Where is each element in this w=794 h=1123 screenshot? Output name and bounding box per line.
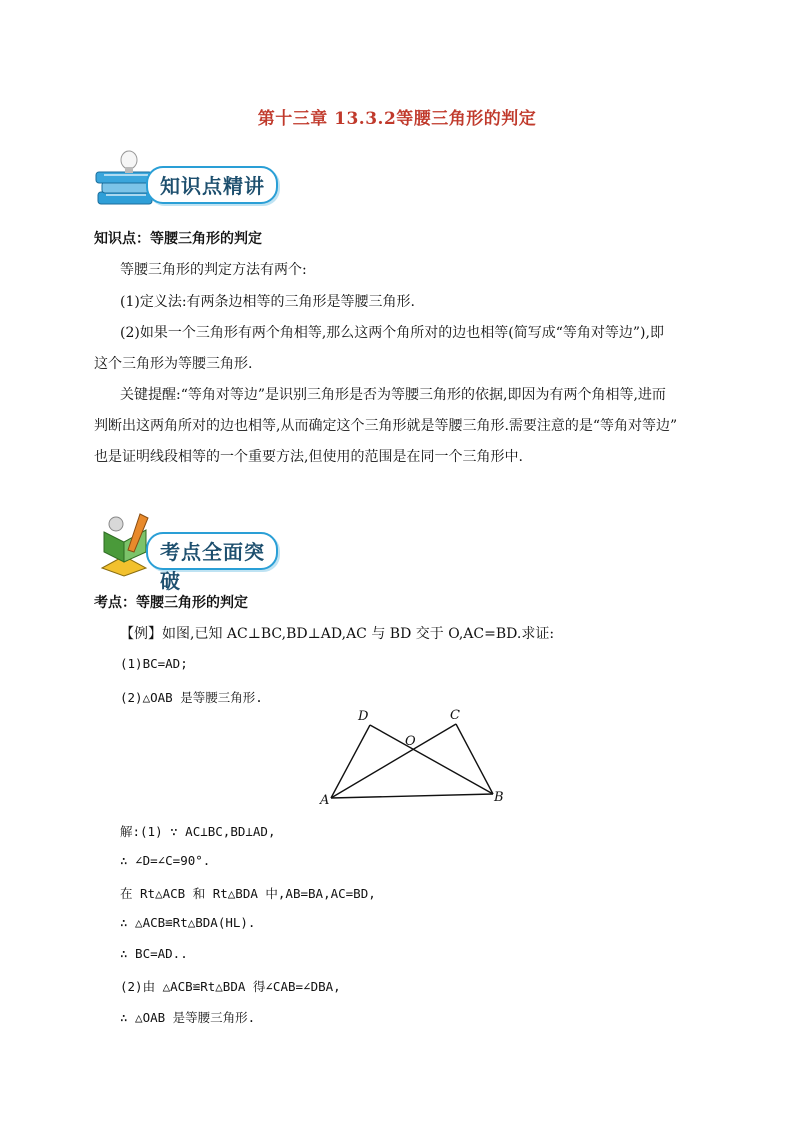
knowledge-line: (1)定义法:有两条边相等的三角形是等腰三角形. xyxy=(120,294,415,310)
exam-banner-label: 考点全面突破 xyxy=(160,540,265,593)
exam-heading: 考点：等腰三角形的判定 xyxy=(94,595,248,611)
geometry-figure xyxy=(318,706,518,806)
question-2: (2)△OAB 是等腰三角形. xyxy=(120,690,263,705)
question-1: (1)BC=AD; xyxy=(120,656,188,671)
knowledge-line: 这个三角形为等腰三角形. xyxy=(94,356,253,372)
knowledge-line: 判断出这两角所对的边也相等,从而确定这个三角形就是等腰三角形.需要注意的是“等角对等边” xyxy=(94,418,678,434)
solution-line: ∴ ∠D=∠C=90°. xyxy=(120,853,211,868)
label-a: A xyxy=(320,793,330,806)
knowledge-line: 也是证明线段相等的一个重要方法,但使用的范围是在同一个三角形中. xyxy=(94,449,523,465)
label-o: O xyxy=(405,734,416,749)
knowledge-heading: 知识点：等腰三角形的判定 xyxy=(94,231,262,247)
solution-line: 在 Rt△ACB 和 Rt△BDA 中,AB=BA,AC=BD, xyxy=(120,886,376,901)
knowledge-line: 等腰三角形的判定方法有两个: xyxy=(120,262,307,278)
knowledge-banner-label: 知识点精讲 xyxy=(160,174,265,198)
segment-ac xyxy=(331,724,456,798)
knowledge-banner xyxy=(94,146,279,212)
label-c: C xyxy=(450,708,460,723)
solution-line: ∴ △ACB≌Rt△BDA(HL). xyxy=(120,915,256,930)
solution-line: 解:(1) ∵ AC⊥BC,BD⊥AD, xyxy=(120,824,276,839)
exam-banner xyxy=(94,512,279,593)
solution-line: ∴ △OAB 是等腰三角形. xyxy=(120,1010,256,1025)
knowledge-line: 关键提醒:“等角对等边”是识别三角形是否为等腰三角形的依据,即因为有两个角相等,进而 xyxy=(120,387,666,403)
solution-line: (2)由 △ACB≌Rt△BDA 得∠CAB=∠DBA, xyxy=(120,979,341,994)
segment-ab xyxy=(331,794,493,798)
label-d: D xyxy=(358,709,369,724)
knowledge-line: (2)如果一个三角形有两个角相等,那么这两个角所对的边也相等(简写成“等角对等边”),即 xyxy=(120,325,664,341)
page-title: 第十三章 13.3.2等腰三角形的判定 xyxy=(257,109,537,129)
example-statement: 【例】如图,已知 AC⊥BC,BD⊥AD,AC 与 BD 交于 O,AC=BD.求证: xyxy=(120,626,555,642)
solution-line: ∴ BC=AD.. xyxy=(120,946,188,961)
label-b: B xyxy=(494,790,504,805)
